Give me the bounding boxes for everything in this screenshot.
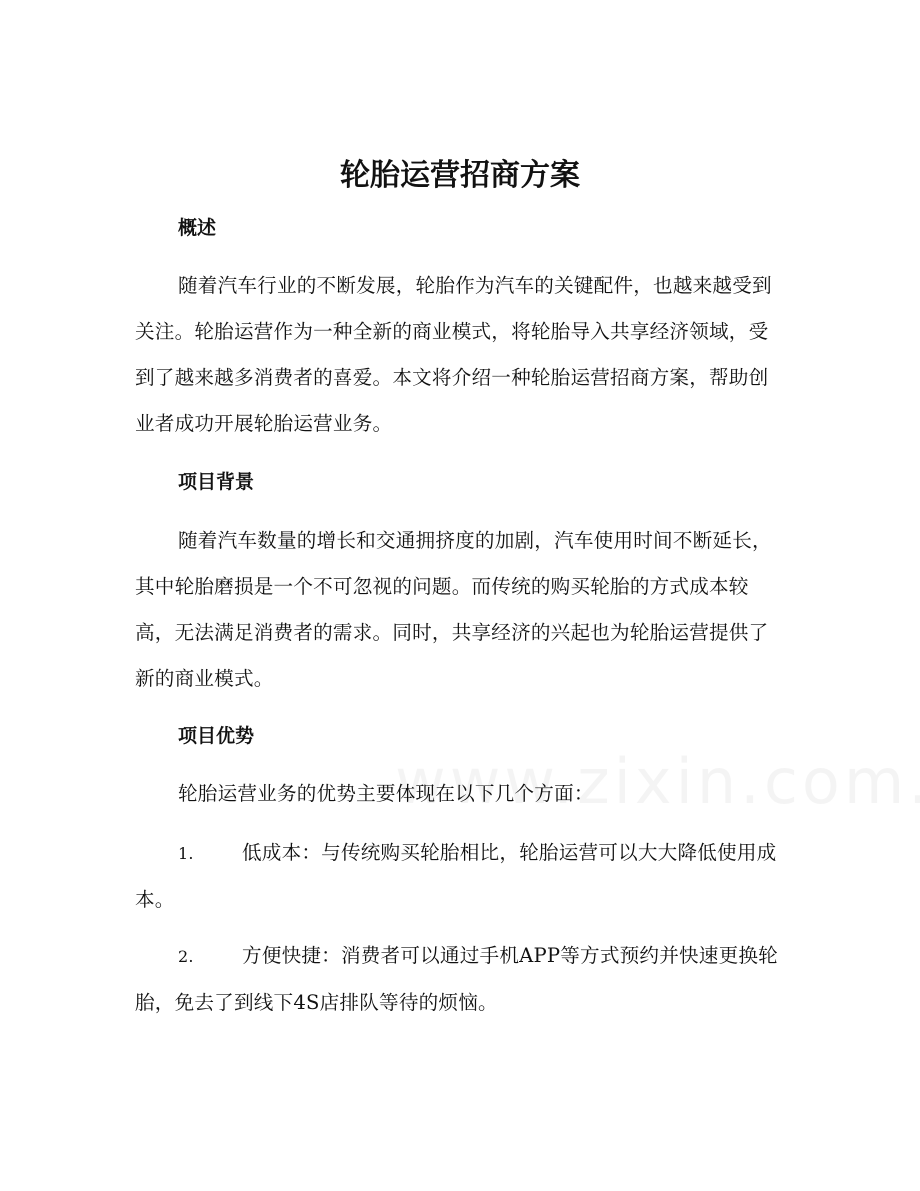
list-item-text: 方便快捷：消费者可以通过手机APP等方式预约并快速更换轮胎，免去了到线下4S店排队等待的烦恼。	[135, 944, 778, 1014]
document-title: 轮胎运营招商方案	[340, 158, 580, 193]
paragraph-advantages-intro: 轮胎运营业务的优势主要体现在以下几个方面：	[178, 782, 594, 805]
list-item-number: 2.	[178, 947, 194, 966]
list-item	[135, 933, 785, 1026]
paragraph-overview: 随着汽车行业的不断发展，轮胎作为汽车的关键配件，也越来越受到关注。轮胎运营作为一种全新的商业模式，将轮胎导入共享经济领域，受到了越来越多消费者的喜爱。本文将介绍一种轮胎运营招商方案，帮助创业者成功开展轮胎运营业务。	[135, 274, 772, 435]
list-item-text: 低成本：与传统购买轮胎相比，轮胎运营可以大大降低使用成本。	[135, 841, 777, 911]
section-heading-advantages: 项目优势	[178, 725, 255, 747]
section-heading-overview: 概述	[178, 217, 217, 239]
list-item	[135, 830, 785, 923]
list-item-number: 1.	[178, 844, 194, 863]
paragraph-background: 随着汽车数量的增长和交通拥挤度的加剧，汽车使用时间不断延长，其中轮胎磨损是一个不可忽视的问题。而传统的购买轮胎的方式成本较高，无法满足消费者的需求。同时，共享经济的兴起也为轮胎运营提供了新的商业模式。	[135, 529, 772, 690]
section-heading-background: 项目背景	[178, 471, 255, 493]
